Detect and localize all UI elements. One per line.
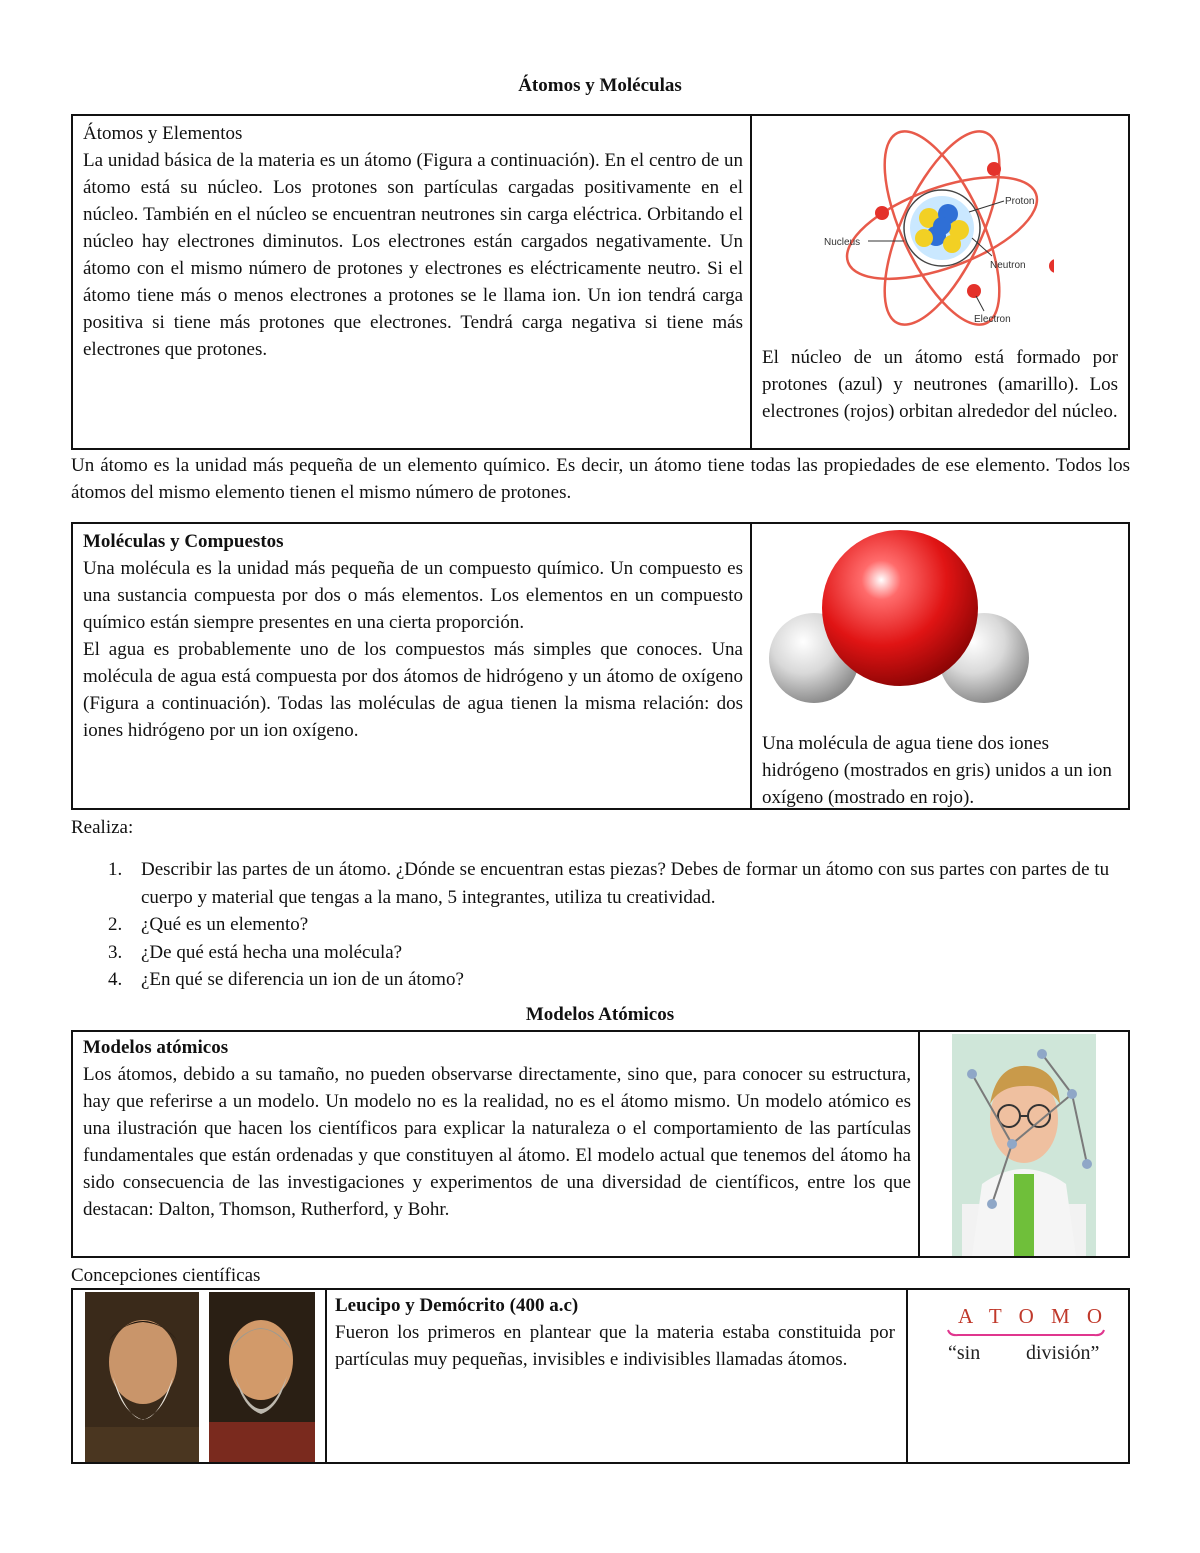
- atomic-models-body: Los átomos, debido a su tamaño, no pueden observarse directamente, sino que, para conocer su estructura, hay que referirse a un modelo. Un modelo no es la realidad, no es el átomo mismo. Un modelo atómico es una ilustración que hacen los científicos para explicar la naturaleza o el comportamiento de las partículas fundamentales que están ordenadas y que constituyen al átomo. El modelo actual que tenemos del átomo ha sido consecuencia de las investigaciones y experimentos de una diversidad de científicos, entre los que destacan: Dalton, Thomson, Rutherford, y Bohr.: [83, 1064, 911, 1220]
- democrito-portrait: [209, 1292, 315, 1462]
- atomo-meaning-right: división”: [1026, 1342, 1100, 1364]
- nucleus-label: Nucleus: [824, 237, 861, 248]
- scientist-photo-cell: [920, 1032, 1128, 1256]
- proton-label: Proton: [1005, 196, 1035, 207]
- philosophers-cell: [73, 1290, 325, 1462]
- page-title: Átomos y Moléculas: [518, 75, 682, 96]
- atomic-models-text-cell: [83, 1034, 911, 1256]
- atomic-models-title: Modelos Atómicos: [525, 1004, 675, 1025]
- list-item: 4. ¿En qué se diferencia un ion de un átomo?: [108, 969, 464, 990]
- atom-definition-paragraph: Un átomo es la unidad más pequeña de un elemento químico. Es decir, un átomo tiene todas las propiedades de ese elemento. Todos los átomos del mismo elemento tienen el mismo número de protones.: [71, 455, 1130, 503]
- tasks-label: Realiza:: [71, 817, 134, 838]
- atomic-models-table: [71, 1030, 1130, 1258]
- atoms-elements-text-cell: [83, 120, 743, 448]
- leucipo-portrait: [85, 1292, 199, 1462]
- atomo-meaning-left: “sin: [948, 1342, 981, 1364]
- molecules-text-cell: [83, 528, 743, 808]
- atom-figure-cell: [752, 116, 1128, 448]
- atom-diagram-image: [824, 116, 1054, 341]
- leucipo-democrito-table: [71, 1288, 1130, 1464]
- molecules-compounds-table: [71, 522, 1130, 810]
- atomic-models-heading: Modelos atómicos: [83, 1037, 229, 1058]
- water-figure-cell: [752, 524, 1128, 808]
- water-molecule-image: [762, 528, 1042, 728]
- atom-figure-caption: El núcleo de un átomo está formado por protones (azul) y neutrones (amarillo). Los electrones (rojos) orbitan alrededor del núcleo.: [762, 347, 1118, 422]
- atoms-elements-table: [71, 114, 1130, 450]
- water-figure-caption: Una molécula de agua tiene dos iones hidrógeno (mostrados en gris) unidos a un ion oxígeno (mostrado en rojo).: [762, 733, 1112, 808]
- atomo-etymology-cell: [908, 1290, 1128, 1462]
- leucipo-democrito-text-cell: [335, 1292, 895, 1462]
- molecules-heading: Moléculas y Compuestos: [83, 531, 284, 552]
- atomo-word: A T O M O: [958, 1304, 1109, 1328]
- electron-label: Electron: [974, 314, 1011, 325]
- molecules-body-1: Una molécula es la unidad más pequeña de un compuesto químico. Un compuesto es una sustancia compuesta por dos o más elementos. Los elementos en un compuesto químico están siempre presentes en una cierta proporción.: [83, 558, 743, 633]
- list-item: 2. ¿Qué es un elemento?: [108, 914, 309, 935]
- scientific-conceptions-label: Concepciones científicas: [71, 1265, 261, 1286]
- atomo-underline: [946, 1326, 1106, 1340]
- atoms-elements-heading: Átomos y Elementos: [83, 123, 243, 144]
- molecules-body-2: El agua es probablemente uno de los compuestos más simples que conoces. Una molécula de agua está compuesta por dos átomos de hidrógeno y un átomo de oxígeno (Figura a continuación). Todas las moléculas de agua tienen la misma relación: dos iones hidrógeno por un ion oxígeno.: [83, 639, 743, 741]
- leucipo-democrito-body: Fueron los primeros en plantear que la materia estaba constituida por partículas muy pequeñas, invisibles e indivisibles llamadas átomos.: [335, 1322, 895, 1370]
- list-item: 3. ¿De qué está hecha una molécula?: [108, 941, 403, 963]
- leucipo-democrito-heading: Leucipo y Demócrito (400 a.c): [335, 1295, 579, 1316]
- atoms-elements-body: La unidad básica de la materia es un átomo (Figura a continuación). En el centro de un átomo está su núcleo. Los protones son partículas cargadas positivamente en el núcleo. También en el núcleo se encuentran neutrones sin carga eléctrica. Orbitando el núcleo hay electrones diminutos. Los electrones están cargados negativamente. Un átomo con el mismo número de protones y electrones es eléctricamente neutro. Si el átomo tiene más o menos electrones a protones se le llama ion. Un ion tendrá carga positiva si tiene más protones que electrones. Tendrá carga negativa si tiene más electrones que protones.: [83, 150, 743, 360]
- scientist-photo: [952, 1034, 1096, 1256]
- list-item: 1. Describir las partes de un átomo. ¿Dónde se encuentran estas piezas? Debes de formar un átomo con sus partes con partes de tu cuerpo y material que tengas a la mano, 5 integrantes, utiliza tu creatividad.: [108, 859, 1110, 908]
- neutron-label: Neutron: [990, 260, 1026, 271]
- tasks-list: [71, 856, 1130, 994]
